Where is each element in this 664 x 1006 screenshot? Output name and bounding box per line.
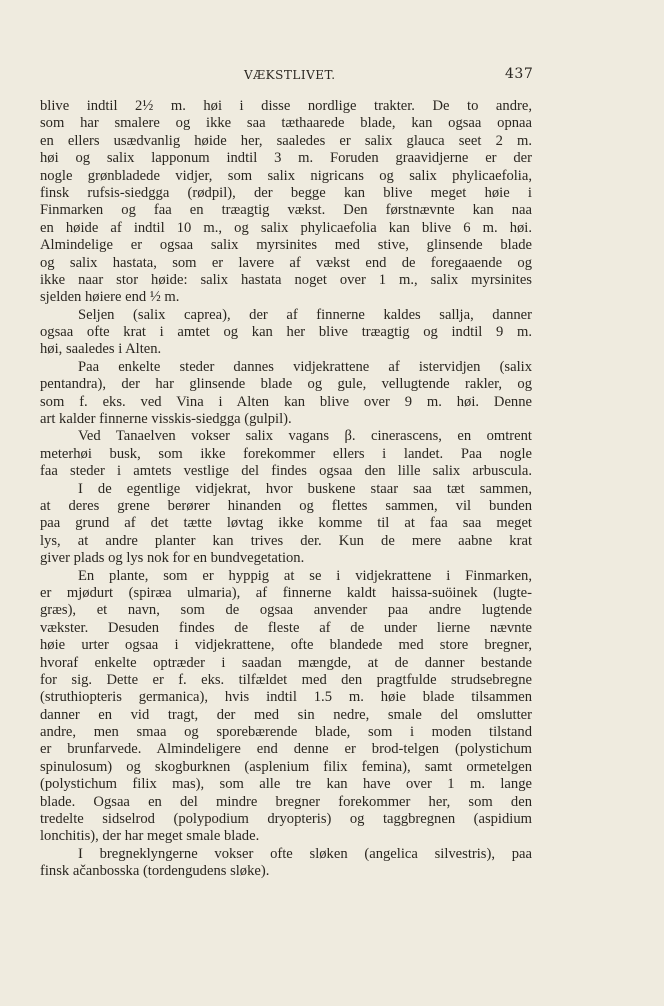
text-line: faa steder i amtets vestlige del findes ogsaa den lille salix arbuscula.	[40, 463, 532, 480]
text-line: meterhøi busk, som ikke forekommer ellers i landet. Paa nogle	[40, 445, 532, 462]
text-line: ogsaa ofte krat i amtet og kan her blive træagtig og indtil 9 m.	[40, 324, 532, 341]
text-line: høie urter ogsaa i vidjekrattene, ofte blandede med store bregner,	[40, 637, 532, 654]
text-line: Ved Tanaelven vokser salix vagans β. cinerascens, en omtrent	[78, 428, 532, 445]
text-line: græs), et navn, som de ogsaa anvender paa andre lugtende	[40, 602, 532, 619]
text-line: nogle grønbladede vidjer, som salix nigricans og salix phylicaefolia,	[40, 167, 532, 184]
text-line: (polystichum filix mas), som alle tre kan have over 1 m. lange	[40, 776, 532, 793]
running-head	[0, 66, 664, 86]
text-line: er mjødurt (spiræa ulmaria), af finnerne kaldt haissa-suöinek (lugte-	[40, 584, 532, 601]
text-line: som har smalere og ikke saa tæthaarede blade, kan ogsaa opnaa	[40, 115, 532, 132]
text-line: Paa enkelte steder dannes vidjekrattene af istervidjen (salix	[78, 358, 532, 375]
text-line: for sig. Dette er f. eks. tilfældet med den pragtfulde strudsebregne	[40, 671, 532, 688]
text-line: pentandra), der har glinsende blade og gule, vellugtende rakler, og	[40, 376, 532, 393]
text-line: danner en vid tragt, der med sin nedre, smale del omslutter	[40, 706, 532, 723]
page-number: 437	[505, 66, 534, 82]
text-line: som f. eks. ved Vina i Alten kan blive over 9 m. høi. Denne	[40, 393, 532, 410]
text-line: tredelte sidselrod (polypodium dryopteris) og taggbregnen (aspidium	[40, 811, 532, 828]
text-line: I bregneklyngerne vokser ofte sløken (angelica silvestris), paa	[78, 845, 532, 862]
body-text	[40, 98, 532, 881]
text-line: en høide af indtil 10 m., og salix phylicaefolia kan blive 6 m. høi.	[40, 219, 532, 236]
text-line: blive indtil 2½ m. høi i disse nordlige trakter. De to andre,	[40, 98, 532, 114]
text-line: og salix hastata, som er lavere af vækst end de foregaaende og	[40, 254, 532, 271]
text-line: andre, men smaa og sporebærende blade, som i moden tilstand	[40, 724, 532, 741]
text-line: finsk ačanbosska (tordengudens sløke).	[40, 863, 270, 880]
text-line: Almindelige er ogsaa salix myrsinites med stive, glinsende blade	[40, 237, 532, 254]
text-line: hvoraf enkelte optræder i saadan mængde, at de danner bestande	[40, 654, 532, 671]
text-line: høi og salix lapponum indtil 3 m. Foruden graavidjerne er der	[40, 150, 532, 167]
text-line: spinulosum) og skogburknen (asplenium filix femina), samt ormetelgen	[40, 758, 532, 775]
text-line: En plante, som er hyppig at se i vidjekrattene i Finmarken,	[78, 567, 532, 584]
text-line: (struthiopteris germanica), hvis indtil 1.5 m. høie blade tilsammen	[40, 689, 532, 706]
text-line: sjelden høiere end ½ m.	[40, 289, 180, 306]
text-line: lonchitis), der har meget smale blade.	[40, 828, 260, 845]
text-line: vækster. Desuden findes de fleste af de under lierne nævnte	[40, 619, 532, 636]
text-line: er brunfarvede. Almindeligere end denne er brod-telgen (polystichum	[40, 741, 532, 758]
text-line: I de egentlige vidjekrat, hvor buskene staar saa tæt sammen,	[78, 480, 532, 497]
text-line: blade. Ogsaa en del mindre bregner forekommer her, som den	[40, 793, 532, 810]
text-line: høi, saaledes i Alten.	[40, 341, 162, 358]
text-line: Seljen (salix caprea), der af finnerne kaldes sallja, danner	[78, 306, 532, 323]
text-line: lys, at andre planter kan trives der. Kun de mere aabne krat	[40, 532, 532, 549]
text-line: Finmarken og faa en træagtig vækst. Den førstnævnte kan naa	[40, 202, 532, 219]
text-line: en ellers usædvanlig høide her, saaledes er salix glauca seet 2 m.	[40, 132, 532, 149]
text-line: finsk rufsis-siedgga (rødpil), der begge kan blive meget høie i	[40, 184, 532, 201]
text-line: ikke naar stor høide: salix hastata noget over 1 m., salix myrsinites	[40, 271, 532, 288]
text-line: art kalder finnerne visskis-siedgga (gulpil).	[40, 411, 292, 428]
text-line: at deres grene berører hinanden og flettes sammen, vil bunden	[40, 497, 532, 514]
text-line: paa grund af det tætte løvtag ikke komme til at faa saa meget	[40, 515, 532, 532]
running-title: VÆKSTLIVET.	[244, 68, 336, 82]
text-line: giver plads og lys nok for en bundvegetation.	[40, 550, 305, 567]
